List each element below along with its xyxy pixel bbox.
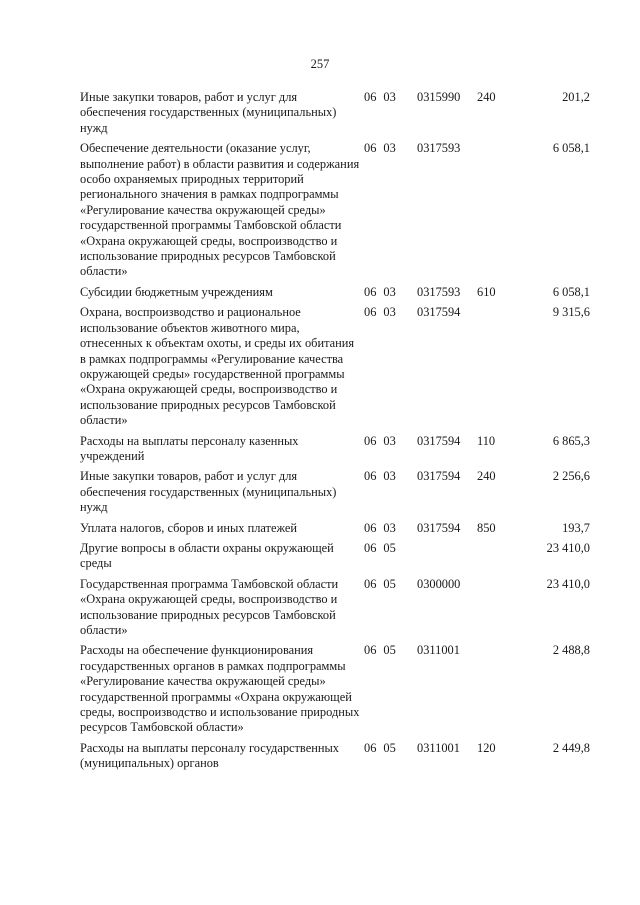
- section-pr: 05: [383, 643, 396, 658]
- expense-type-code: [477, 577, 513, 644]
- expense-name: Расходы на выплаты персоналу государственных (муниципальных) органов: [80, 740, 339, 771]
- budget-rows: [80, 90, 590, 777]
- amount: 2 449,8: [552, 740, 590, 755]
- section-code: [364, 305, 417, 433]
- expense-name: Обеспечение деятельности (оказание услуг, выполнение работ) в области развития и содержания особо охраняемых природных территорий регионального значения в рамках подпрограммы «Регулирование качества окружающей среды» государственной программы Тамбовской области «Охрана окружающей среды, воспроизводство и использование природных ресурсов Тамбовской области»: [80, 141, 360, 279]
- section-code: [364, 285, 417, 305]
- target-article-code: 0317594: [417, 520, 461, 535]
- section-code: [364, 541, 417, 577]
- amount: 2 256,6: [552, 469, 590, 484]
- expense-name: Расходы на обеспечение функционирования государственных органов в рамках подпрограммы «Регулирование качества окружающей среды» государственной программы «Охрана окружающей среды, воспроизводство и использование природных ресурсов Тамбовской области»: [80, 643, 360, 735]
- section-rz: 06: [364, 540, 377, 555]
- target-article-code: 0311001: [417, 740, 460, 755]
- section-rz: 06: [364, 469, 377, 484]
- expense-name: Субсидии бюджетным учреждениям: [80, 284, 273, 299]
- expense-type-code: [477, 305, 513, 433]
- amount: 6 865,3: [552, 433, 590, 448]
- section-code: [364, 434, 417, 470]
- table-row: [80, 141, 590, 285]
- table-row: [80, 577, 590, 644]
- expense-name: Иные закупки товаров, работ и услуг для обеспечения государственных (муниципальных) нужд: [80, 90, 337, 135]
- amount: 2 488,8: [552, 643, 590, 658]
- amount: 6 058,1: [552, 284, 590, 299]
- target-article-code: 0317593: [417, 141, 461, 156]
- table-row: [80, 541, 590, 577]
- target-article-code: 0317593: [417, 284, 461, 299]
- section-rz: 06: [364, 520, 377, 535]
- expense-type-code: 240: [477, 469, 496, 484]
- section-rz: 06: [364, 643, 377, 658]
- section-pr: 03: [383, 469, 396, 484]
- section-code: [364, 643, 417, 740]
- section-code: [364, 521, 417, 541]
- amount: 6 058,1: [552, 141, 590, 156]
- target-article-code: 0317594: [417, 433, 461, 448]
- table-row: [80, 741, 590, 777]
- section-code: [364, 741, 417, 777]
- table-row: [80, 643, 590, 740]
- target-article-code: 0315990: [417, 90, 461, 104]
- expense-type-code: 110: [477, 433, 496, 448]
- section-rz: 06: [364, 284, 377, 299]
- section-code: [364, 141, 417, 285]
- table-row: [80, 469, 590, 520]
- section-pr: 05: [383, 740, 396, 755]
- target-article-code: 0317594: [417, 469, 461, 484]
- expense-name: Охрана, воспроизводство и рациональное использование объектов животного мира, отнесенных к объектам охоты, и среды их обитания в рамках подпрограммы «Регулирование качества окружающей среды» государственной программы «Охрана окружающей среды, воспроизводство и использование природных ресурсов Тамбовской области»: [80, 305, 355, 428]
- target-article-code: [417, 541, 477, 577]
- section-rz: 06: [364, 433, 377, 448]
- table-row: [80, 90, 590, 141]
- expense-type-code: 120: [477, 740, 496, 755]
- expense-type-code: 240: [477, 90, 496, 104]
- amount: 201,2: [562, 90, 590, 104]
- section-pr: 03: [383, 284, 396, 299]
- expense-type-code: 850: [477, 520, 496, 535]
- expense-name: Государственная программа Тамбовской области «Охрана окружающей среды, воспроизводство и использование природных ресурсов Тамбовской области»: [80, 576, 339, 637]
- table-row: [80, 305, 590, 433]
- expense-type-code: [477, 541, 513, 577]
- expense-name: Расходы на выплаты персоналу казенных учреждений: [80, 433, 299, 463]
- section-rz: 06: [364, 740, 377, 755]
- section-code: [364, 90, 417, 141]
- section-pr: 03: [383, 305, 396, 320]
- section-rz: 06: [364, 141, 377, 156]
- section-pr: 03: [383, 141, 396, 156]
- section-rz: 06: [364, 305, 377, 320]
- amount: 9 315,6: [552, 305, 590, 320]
- target-article-code: 0317594: [417, 305, 461, 320]
- section-pr: 03: [383, 520, 396, 535]
- table-row: [80, 285, 590, 305]
- table-row: [80, 521, 590, 541]
- expense-type-code: [477, 643, 513, 740]
- section-pr: 03: [383, 433, 396, 448]
- amount: 23 410,0: [546, 540, 590, 555]
- section-rz: 06: [364, 576, 377, 591]
- section-rz: 06: [364, 90, 377, 104]
- section-pr: 05: [383, 576, 396, 591]
- budget-table: [80, 90, 590, 777]
- amount: 23 410,0: [546, 576, 590, 591]
- target-article-code: 0311001: [417, 643, 460, 658]
- expense-name: Иные закупки товаров, работ и услуг для обеспечения государственных (муниципальных) нужд: [80, 469, 337, 515]
- expense-name: Уплата налогов, сборов и иных платежей: [80, 520, 298, 535]
- page-number: 257: [310, 57, 330, 71]
- section-code: [364, 577, 417, 644]
- section-pr: 05: [383, 540, 396, 555]
- amount: 193,7: [562, 520, 590, 535]
- expense-type-code: [477, 141, 513, 285]
- table-row: [80, 434, 590, 470]
- target-article-code: 0300000: [417, 576, 461, 591]
- section-pr: 03: [383, 90, 396, 104]
- expense-type-code: 610: [477, 284, 496, 299]
- section-code: [364, 469, 417, 520]
- expense-name: Другие вопросы в области охраны окружающей среды: [80, 540, 334, 571]
